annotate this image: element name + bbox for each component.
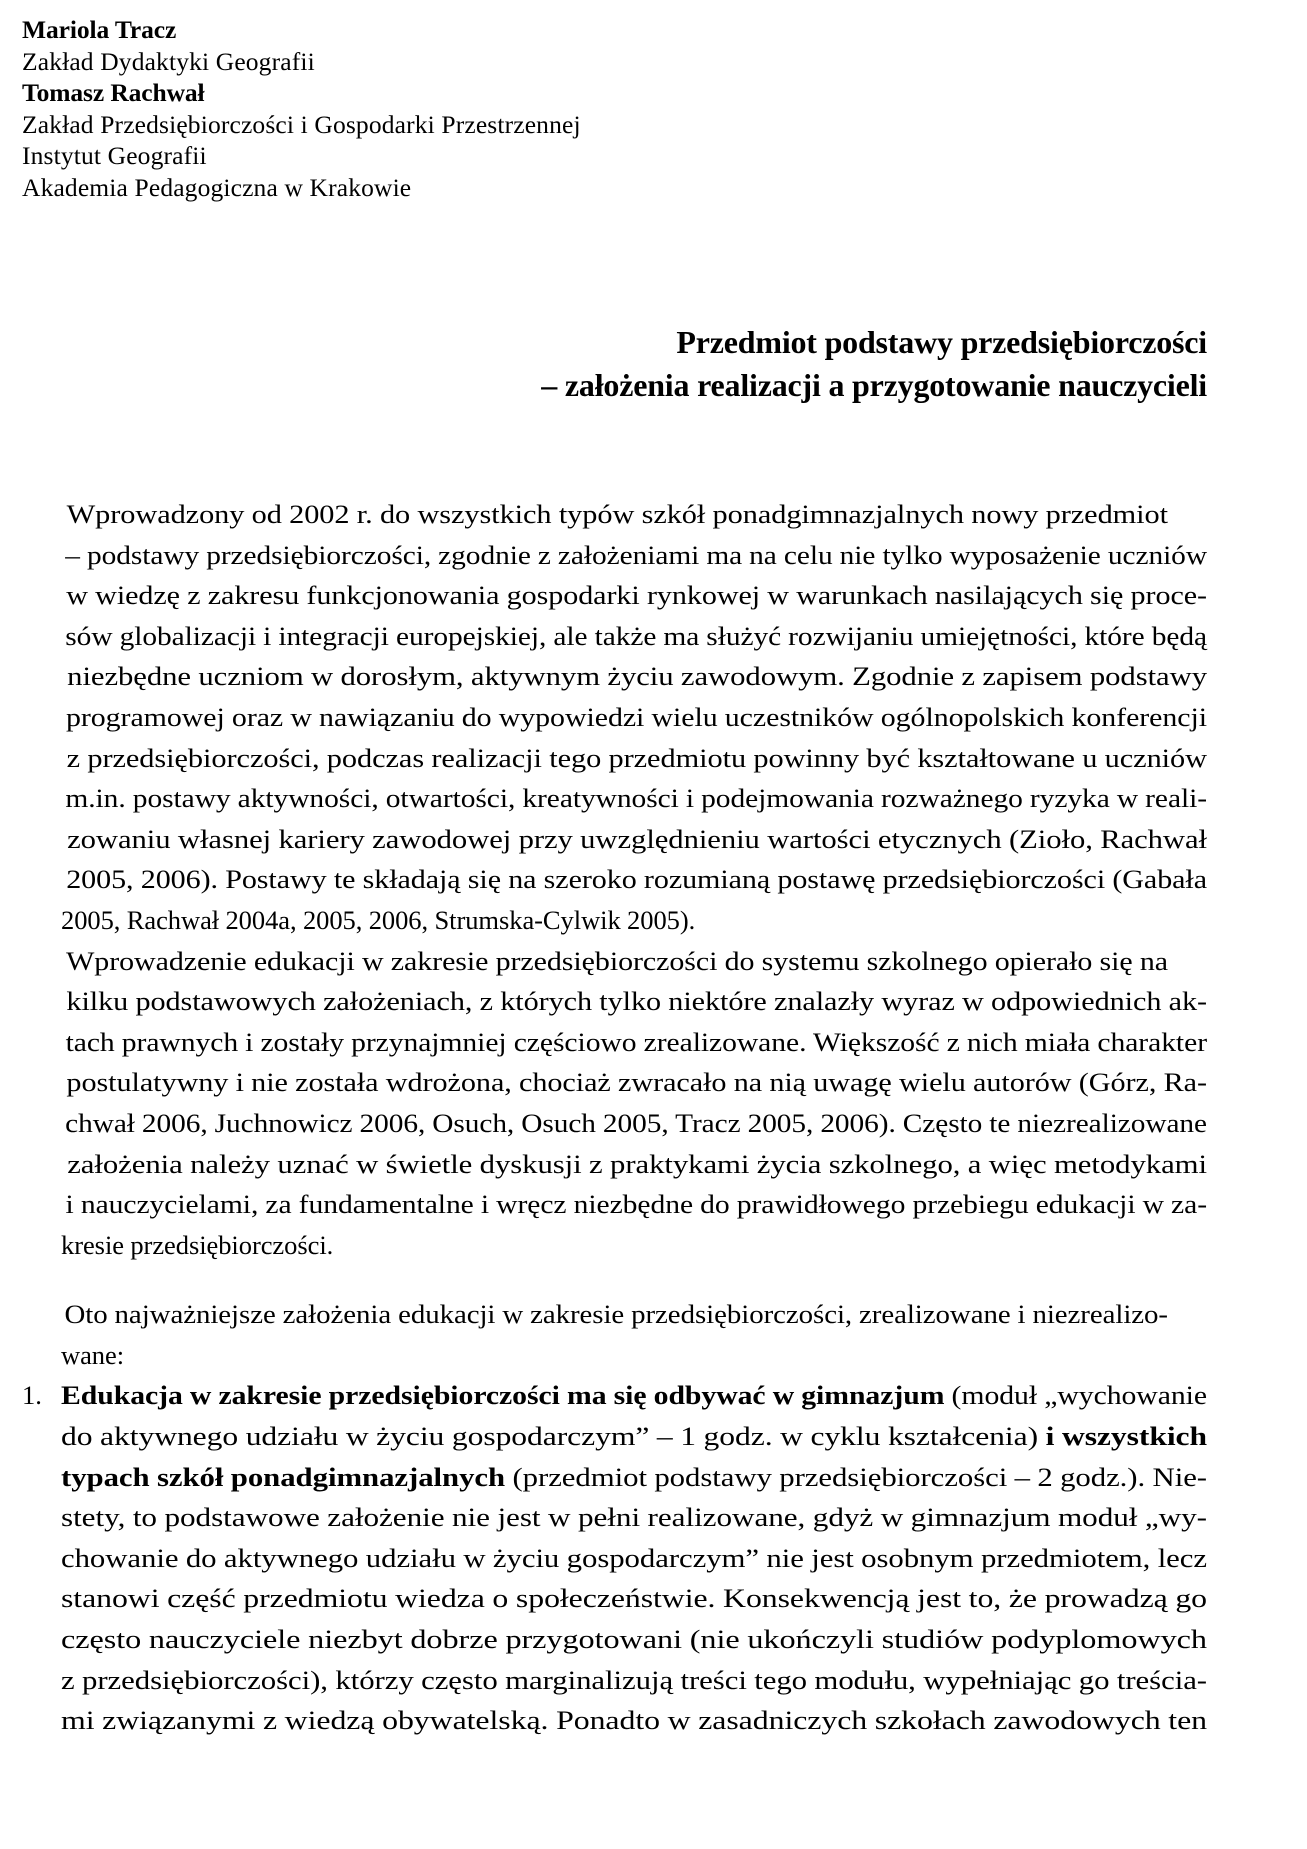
author-name-1: Mariola Tracz [22,15,177,44]
list-item-line: stety, to podstawowe założenie nie jest w pełni realizowane, gdyż w gimnazjum moduł „wy- [61,1502,1207,1533]
title-line-1: Przedmiot podstawy przedsiębiorczości [676,324,1207,360]
title-line-2: – założenia realizacji a przygotowanie nauczycieli [541,367,1207,403]
list-item-1 [22,1375,1207,1740]
author-affiliation-2a: Zakład Przedsiębiorczości i Gospodarki Przestrzennej [22,109,581,139]
paragraph-line: chwał 2006, Juchnowicz 2006, Osuch, Osuch 2005, Tracz 2005, 2006). Często te niezrealizowane [65,1107,1207,1138]
paragraph-line: w wiedzę z zakresu funkcjonowania gospodarki rynkowej w warunkach nasilających się proce- [66,580,1207,611]
paragraph-1 [22,494,1207,941]
paragraph-line: Wprowadzenie edukacji w zakresie przedsiębiorczości do systemu szkolnego opierało się na [66,945,1168,976]
paragraph-line: m.in. postawy aktywności, otwartości, kreatywności i podejmowania rozważnego ryzyka w reali- [65,783,1207,814]
paragraph-line: 2005, 2006). Postawy te składają się na szeroko rozumianą postawę przedsiębiorczości (Gabała [66,864,1207,895]
paragraph-2 [22,941,1207,1266]
list-item-bold-run: typach szkół ponadgimnazjalnych [61,1461,506,1492]
paragraph-line: wane: [61,1339,125,1370]
paragraph-line: programowej oraz w nawiązaniu do wypowiedzi wielu uczestników ogólnopolskich konferencji [65,701,1208,732]
paragraph-line: zowaniu własnej kariery zawodowej przy uwzględnieniu wartości etycznych (Zioło, Rachwał [67,823,1207,854]
author-name-2: Tomasz Rachwał [22,78,205,107]
article-body [22,494,1207,1741]
paragraph-line: z przedsiębiorczości, podczas realizacji tego przedmiotu powinny być kształtowane u uczniów [66,742,1207,773]
paragraph-line: Oto najważniejsze założenia edukacji w zakresie przedsiębiorczości, zrealizowane i niezrealizo- [64,1299,1168,1330]
paragraph-line: sów globalizacji i integracji europejskiej, ale także ma służyć rozwijaniu umiejętności, które będą [65,620,1208,651]
author-affiliation-2b: Instytut Geografii [22,141,207,170]
list-item-line: stanowi część przedmiotu wiedza o społeczeństwie. Konsekwencją jest to, że prowadzą go [61,1583,1207,1614]
article-title [22,321,1207,407]
list-item-bold-run: i wszystkich [1045,1421,1207,1452]
assumptions-list [22,1375,1207,1740]
paragraph-line: – podstawy przedsiębiorczości, zgodnie z założeniami ma na celu nie tylko wyposażenie uczniów [65,539,1208,570]
list-item-regular-run: do aktywnego udziału w życiu gospodarczym” – 1 godz. w cyklu kształcenia) [61,1421,1046,1452]
paragraph-line: kresie przedsiębiorczości. [61,1229,334,1260]
paragraph-line: niezbędne uczniom w dorosłym, aktywnym życiu zawodowym. Zgodnie z zapisem podstawy [67,661,1207,692]
paragraph-3 [22,1294,1207,1375]
author-affiliation-1: Zakład Dydaktyki Geografii [22,46,315,76]
list-item-line: chowanie do aktywnego udziału w życiu gospodarczym” nie jest osobnym przedmiotem, lecz [61,1542,1207,1573]
list-item-line [61,1457,1307,1498]
list-item-regular-run: (przedmiot podstawy przedsiębiorczości – 2 godz.). Nie- [505,1461,1207,1492]
list-item-marker: 1. [22,1380,42,1411]
author-block [22,14,1207,203]
author-affiliation-2c: Akademia Pedagogiczna w Krakowie [22,172,412,202]
list-item-line [61,1416,1307,1457]
list-item-regular-run: (moduł „wychowanie [944,1380,1207,1411]
list-item-line: z przedsiębiorczości), którzy często marginalizują treści tego modułu, wypełniając go treścia- [61,1664,1207,1695]
list-item-line: mi związanymi z wiedzą obywatelską. Ponadto w zasadniczych szkołach zawodowych ten [61,1705,1207,1736]
list-item-bold-run: Edukacja w zakresie przedsiębiorczości ma się odbywać w gimnazjum [61,1380,945,1411]
paragraph-line: 2005, Rachwał 2004a, 2005, 2006, Strumska-Cylwik 2005). [61,904,696,935]
list-item-line [61,1375,1307,1416]
paragraph-line: postulatywny i nie została wdrożona, chociaż zwracało na nią uwagę wielu autorów (Górz, Ra- [66,1067,1207,1098]
paragraph-line: założenia należy uznać w świetle dyskusji z praktykami życia szkolnego, a więc metodykami [67,1148,1208,1179]
paragraph-line: i nauczycielami, za fundamentalne i wręcz niezbędne do prawidłowego przebiegu edukacji w za- [65,1189,1208,1220]
list-item-line: często nauczyciele niezbyt dobrze przygotowani (nie ukończyli studiów podyplomowych [61,1624,1207,1655]
paragraph-line: tach prawnych i zostały przynajmniej częściowo zrealizowane. Większość z nich miała charakter [65,1026,1207,1057]
paragraph-line: Wprowadzony od 2002 r. do wszystkich typów szkół ponadgimnazjalnych nowy przedmiot [66,499,1168,529]
paragraph-line: kilku podstawowych założeniach, z których tylko niektóre znalazły wyraz w odpowiednich ak- [66,986,1207,1017]
